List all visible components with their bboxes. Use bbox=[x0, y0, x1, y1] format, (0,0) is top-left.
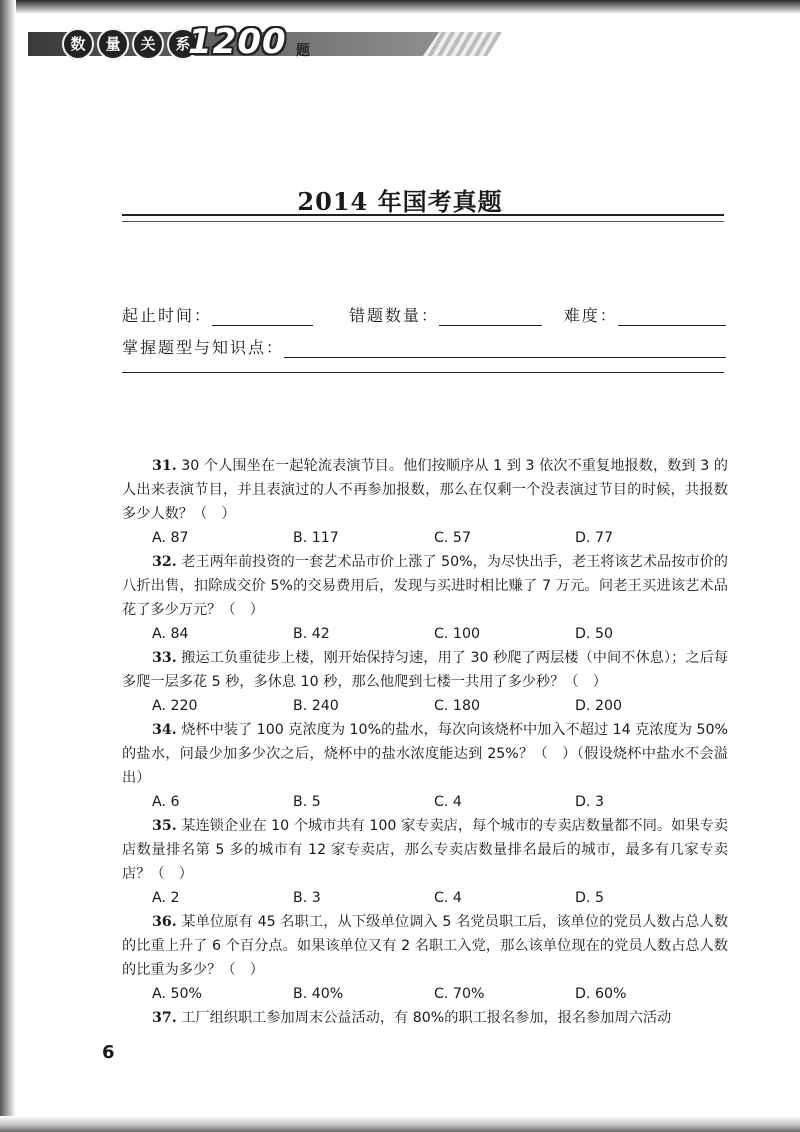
page-number: 6 bbox=[102, 1042, 115, 1063]
banner-series-chars bbox=[62, 28, 199, 60]
series-char: 关 bbox=[132, 28, 164, 60]
option-c[interactable]: C. 70% bbox=[434, 986, 485, 1002]
error-count-field[interactable] bbox=[439, 307, 542, 326]
option-c[interactable]: C. 4 bbox=[434, 794, 462, 810]
question-item bbox=[122, 814, 728, 910]
question-item bbox=[122, 1006, 728, 1030]
option-c[interactable]: C. 180 bbox=[434, 698, 481, 714]
series-suffix: 题 bbox=[296, 43, 310, 59]
option-row bbox=[122, 982, 728, 1006]
question-number: 33. bbox=[152, 650, 177, 666]
option-c[interactable]: C. 57 bbox=[434, 530, 471, 546]
question-text bbox=[122, 718, 728, 790]
question-item bbox=[122, 646, 728, 718]
option-a[interactable]: A. 6 bbox=[152, 794, 180, 810]
question-stem: 搬运工负重徒步上楼，刚开始保持匀速，用了 30 秒爬了两层楼（中间不休息）；之后每多爬一层多花 5 秒，多休息 10 秒，那么他爬到七楼一共用了多少秒？（ ） bbox=[122, 650, 728, 690]
option-a[interactable]: A. 2 bbox=[152, 890, 180, 906]
option-a[interactable]: A. 50% bbox=[152, 986, 203, 1002]
option-b[interactable]: B. 40% bbox=[293, 986, 344, 1002]
question-number: 35. bbox=[152, 818, 177, 834]
option-d[interactable]: D. 5 bbox=[575, 890, 604, 906]
question-item bbox=[122, 718, 728, 814]
option-b[interactable]: B. 240 bbox=[293, 698, 339, 714]
title-rule bbox=[122, 214, 724, 216]
option-d[interactable]: D. 3 bbox=[575, 794, 604, 810]
option-d[interactable]: D. 77 bbox=[575, 530, 613, 546]
question-number: 31. bbox=[152, 458, 177, 474]
option-row bbox=[122, 790, 728, 814]
series-char: 量 bbox=[97, 28, 129, 60]
question-types-field[interactable] bbox=[284, 339, 726, 358]
question-stem: 工厂组织职工参加周末公益活动，有 80%的职工报名参加，报名参加周六活动 bbox=[181, 1010, 672, 1026]
option-d[interactable]: D. 50 bbox=[575, 626, 613, 642]
scan-edge-top bbox=[0, 0, 800, 14]
question-text bbox=[122, 814, 728, 886]
option-row bbox=[122, 694, 728, 718]
option-b[interactable]: B. 5 bbox=[293, 794, 321, 810]
question-item bbox=[122, 550, 728, 646]
question-text bbox=[122, 454, 728, 526]
page-title: 2014 年国考真题 bbox=[297, 187, 503, 216]
start-end-time-field[interactable] bbox=[212, 307, 313, 326]
option-d[interactable]: D. 200 bbox=[575, 698, 623, 714]
option-a[interactable]: A. 84 bbox=[152, 626, 189, 642]
series-char: 系 bbox=[167, 28, 199, 60]
difficulty-label: 难度： bbox=[563, 306, 618, 325]
question-text bbox=[122, 1006, 728, 1030]
series-number: 1200 bbox=[188, 22, 287, 62]
option-d[interactable]: D. 60% bbox=[575, 986, 627, 1002]
form-row-2 bbox=[122, 330, 726, 358]
question-item bbox=[122, 910, 728, 1006]
question-number: 32. bbox=[152, 554, 177, 570]
option-b[interactable]: B. 42 bbox=[293, 626, 330, 642]
option-c[interactable]: C. 4 bbox=[434, 890, 462, 906]
option-row bbox=[122, 622, 728, 646]
question-text bbox=[122, 910, 728, 982]
series-banner bbox=[28, 22, 468, 64]
scan-edge-left bbox=[0, 0, 16, 1132]
option-c[interactable]: C. 100 bbox=[434, 626, 481, 642]
question-text bbox=[122, 550, 728, 622]
option-b[interactable]: B. 117 bbox=[293, 530, 339, 546]
question-list bbox=[122, 454, 728, 1030]
question-stem: 某单位原有 45 名职工，从下级单位调入 5 名党员职工后，该单位的党员人数占总人数的比重上升了 6 个百分点。如果该单位又有 2 名职工入党，那么该单位现在的党员人数占总人数的比重为多少？（ ） bbox=[122, 914, 729, 978]
option-a[interactable]: A. 220 bbox=[152, 698, 198, 714]
error-count-label: 错题数量： bbox=[348, 306, 439, 325]
study-record-form bbox=[122, 298, 726, 358]
form-row-1 bbox=[122, 298, 726, 326]
question-stem: 30 个人围坐在一起轮流表演节目。他们按顺序从 1 到 3 依次不重复地报数，数到 3 的人出来表演节目，并且表演过的人不再参加报数，那么在仅剩一个没表演过节目的时候，共报数多少人数？（ ） bbox=[122, 458, 728, 522]
question-stem: 老王两年前投资的一套艺术品市价上涨了 50%，为尽快出手，老王将该艺术品按市价的八折出售，扣除成交价 5%的交易费用后，发现与买进时相比赚了 7 万元。问老王买进该艺术品花了多少万元？（ ） bbox=[122, 554, 728, 618]
question-text bbox=[122, 646, 728, 694]
question-types-label: 掌握题型与知识点： bbox=[122, 338, 285, 357]
question-number: 34. bbox=[152, 722, 177, 738]
notes-line[interactable] bbox=[122, 372, 724, 373]
difficulty-field[interactable] bbox=[618, 307, 726, 326]
start-end-time-label: 起止时间： bbox=[122, 306, 213, 325]
question-item bbox=[122, 454, 728, 550]
question-stem: 某连锁企业在 10 个城市共有 100 家专卖店，每个城市的专卖店数量都不同。如果专卖店数量排名第 5 多的城市有 12 家专卖店，那么专卖店数量排名最后的城市，最多有几家专卖店？（ ） bbox=[122, 818, 728, 882]
scan-edge-bottom bbox=[0, 1116, 800, 1132]
option-row bbox=[122, 526, 728, 550]
question-number: 37. bbox=[152, 1010, 177, 1026]
option-row bbox=[122, 886, 728, 910]
title-rule-thin bbox=[122, 221, 724, 222]
series-char: 数 bbox=[62, 28, 94, 60]
option-b[interactable]: B. 3 bbox=[293, 890, 321, 906]
question-stem: 烧杯中装了 100 克浓度为 10%的盐水，每次向该烧杯中加入不超过 14 克浓度为 50%的盐水，问最少加多少次之后，烧杯中的盐水浓度能达到 25%？（ ）（假设烧杯中盐水不会溢出） bbox=[122, 722, 728, 786]
question-number: 36. bbox=[152, 914, 177, 930]
option-a[interactable]: A. 87 bbox=[152, 530, 189, 546]
